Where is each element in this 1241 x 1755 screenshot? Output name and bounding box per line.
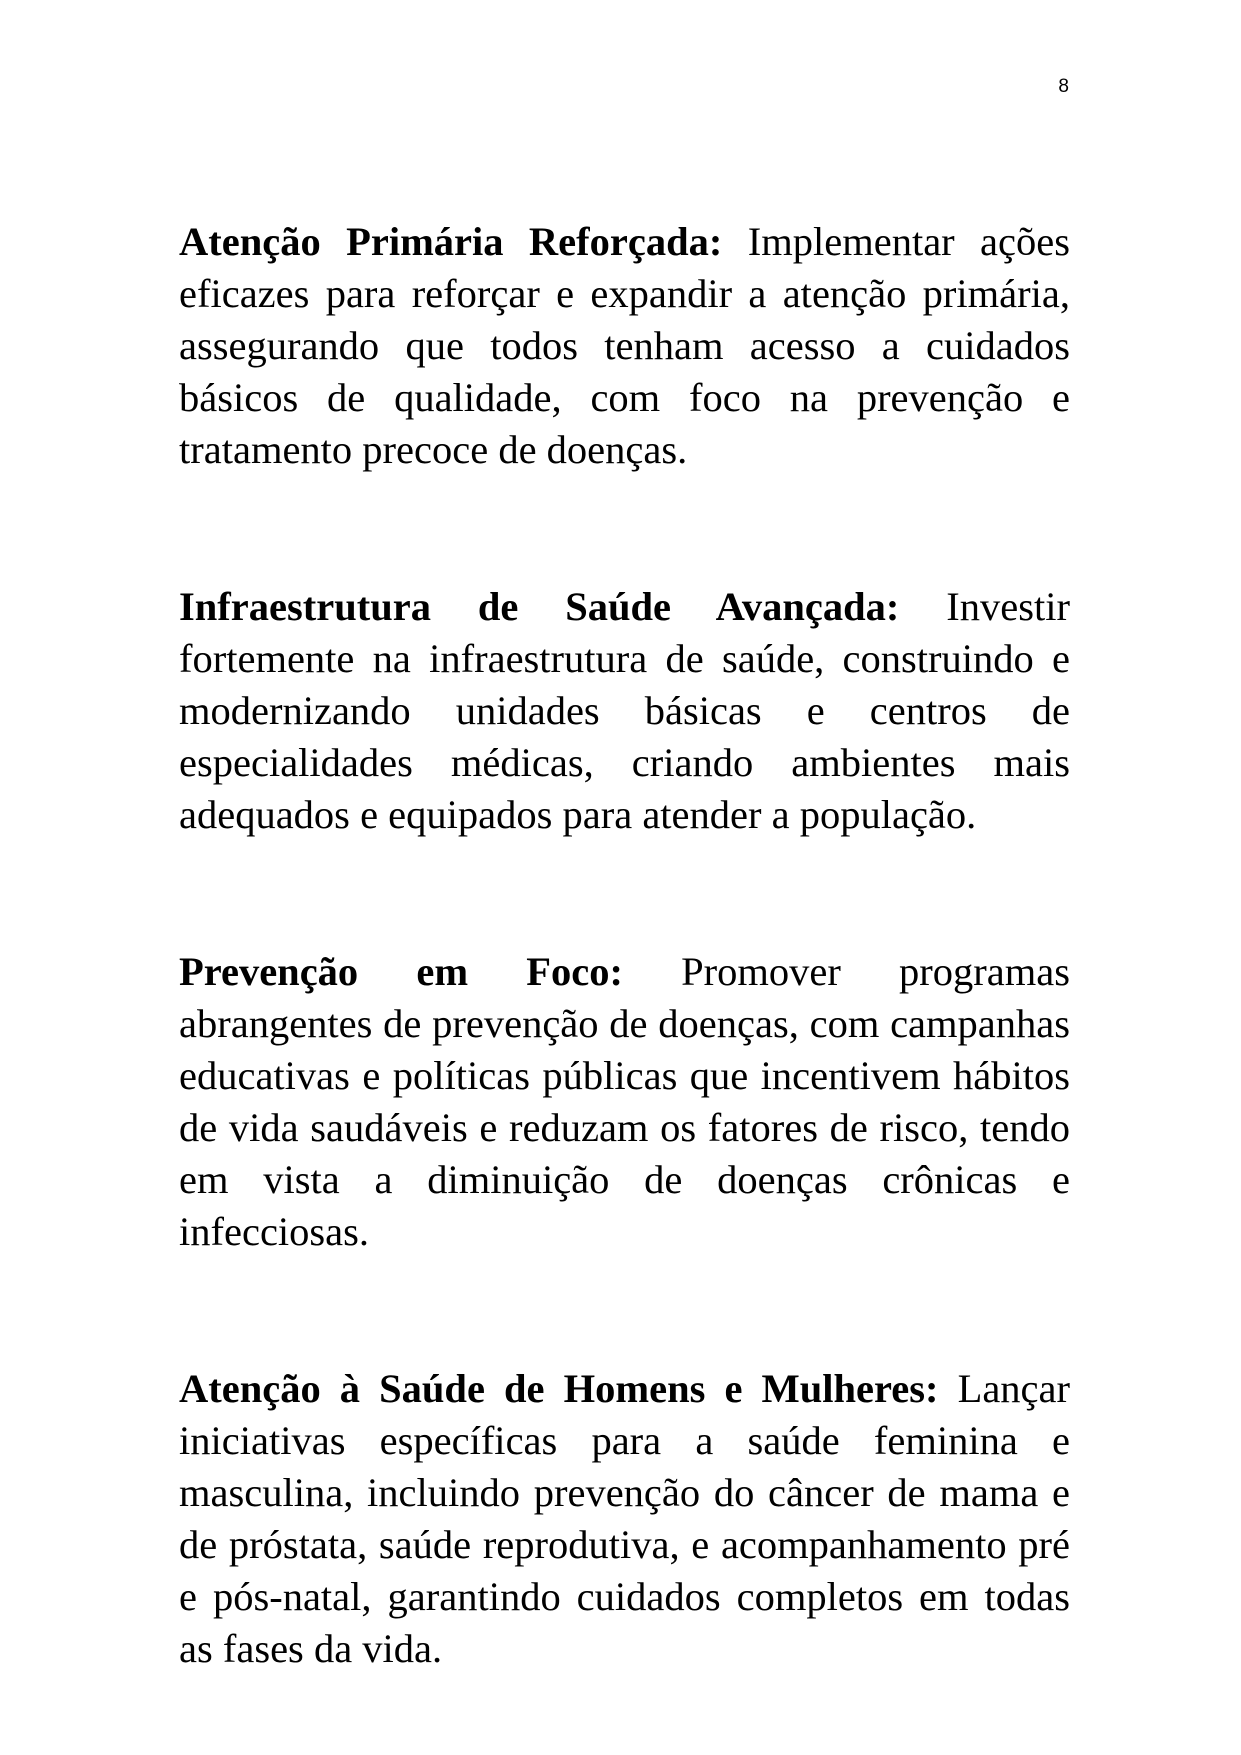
- section-body: Implementar ações eficazes para reforçar e expandir a atenção primária, assegurando que todos tenham acesso a cuidados básicos de qualidade, com foco na prevenção e tratamento precoce de doenças.: [179, 219, 1070, 472]
- section-men-women-health: [179, 1363, 1070, 1675]
- section-title: Atenção à Saúde de Homens e Mulheres:: [179, 1366, 939, 1411]
- page-number: 8: [1058, 76, 1069, 97]
- section-title: Atenção Primária Reforçada:: [179, 219, 723, 264]
- section-health-infrastructure: [179, 581, 1070, 841]
- section-title: Infraestrutura de Saúde Avançada:: [179, 584, 900, 629]
- section-body: Promover programas abrangentes de prevenção de doenças, com campanhas educativas e políticas públicas que incentivem hábitos de vida saudáveis e reduzam os fatores de risco, tendo em vista a diminuição de doenças crônicas e infecciosas.: [179, 949, 1071, 1254]
- section-body: Investir fortemente na infraestrutura de saúde, construindo e modernizando unidades básicas e centros de especialidades médicas, criando ambientes mais adequados e equipados para atender a população.: [179, 584, 1070, 837]
- section-title: Prevenção em Foco:: [179, 949, 623, 994]
- section-body: Lançar iniciativas específicas para a saúde feminina e masculina, incluindo prevenção do câncer de mama e de próstata, saúde reprodutiva, e acompanhamento pré e pós-natal, garantindo cuidados completos em todas as fases da vida.: [179, 1366, 1070, 1671]
- section-prevention: [179, 946, 1070, 1258]
- section-primary-care: [179, 216, 1070, 476]
- page-content: [179, 216, 1070, 1675]
